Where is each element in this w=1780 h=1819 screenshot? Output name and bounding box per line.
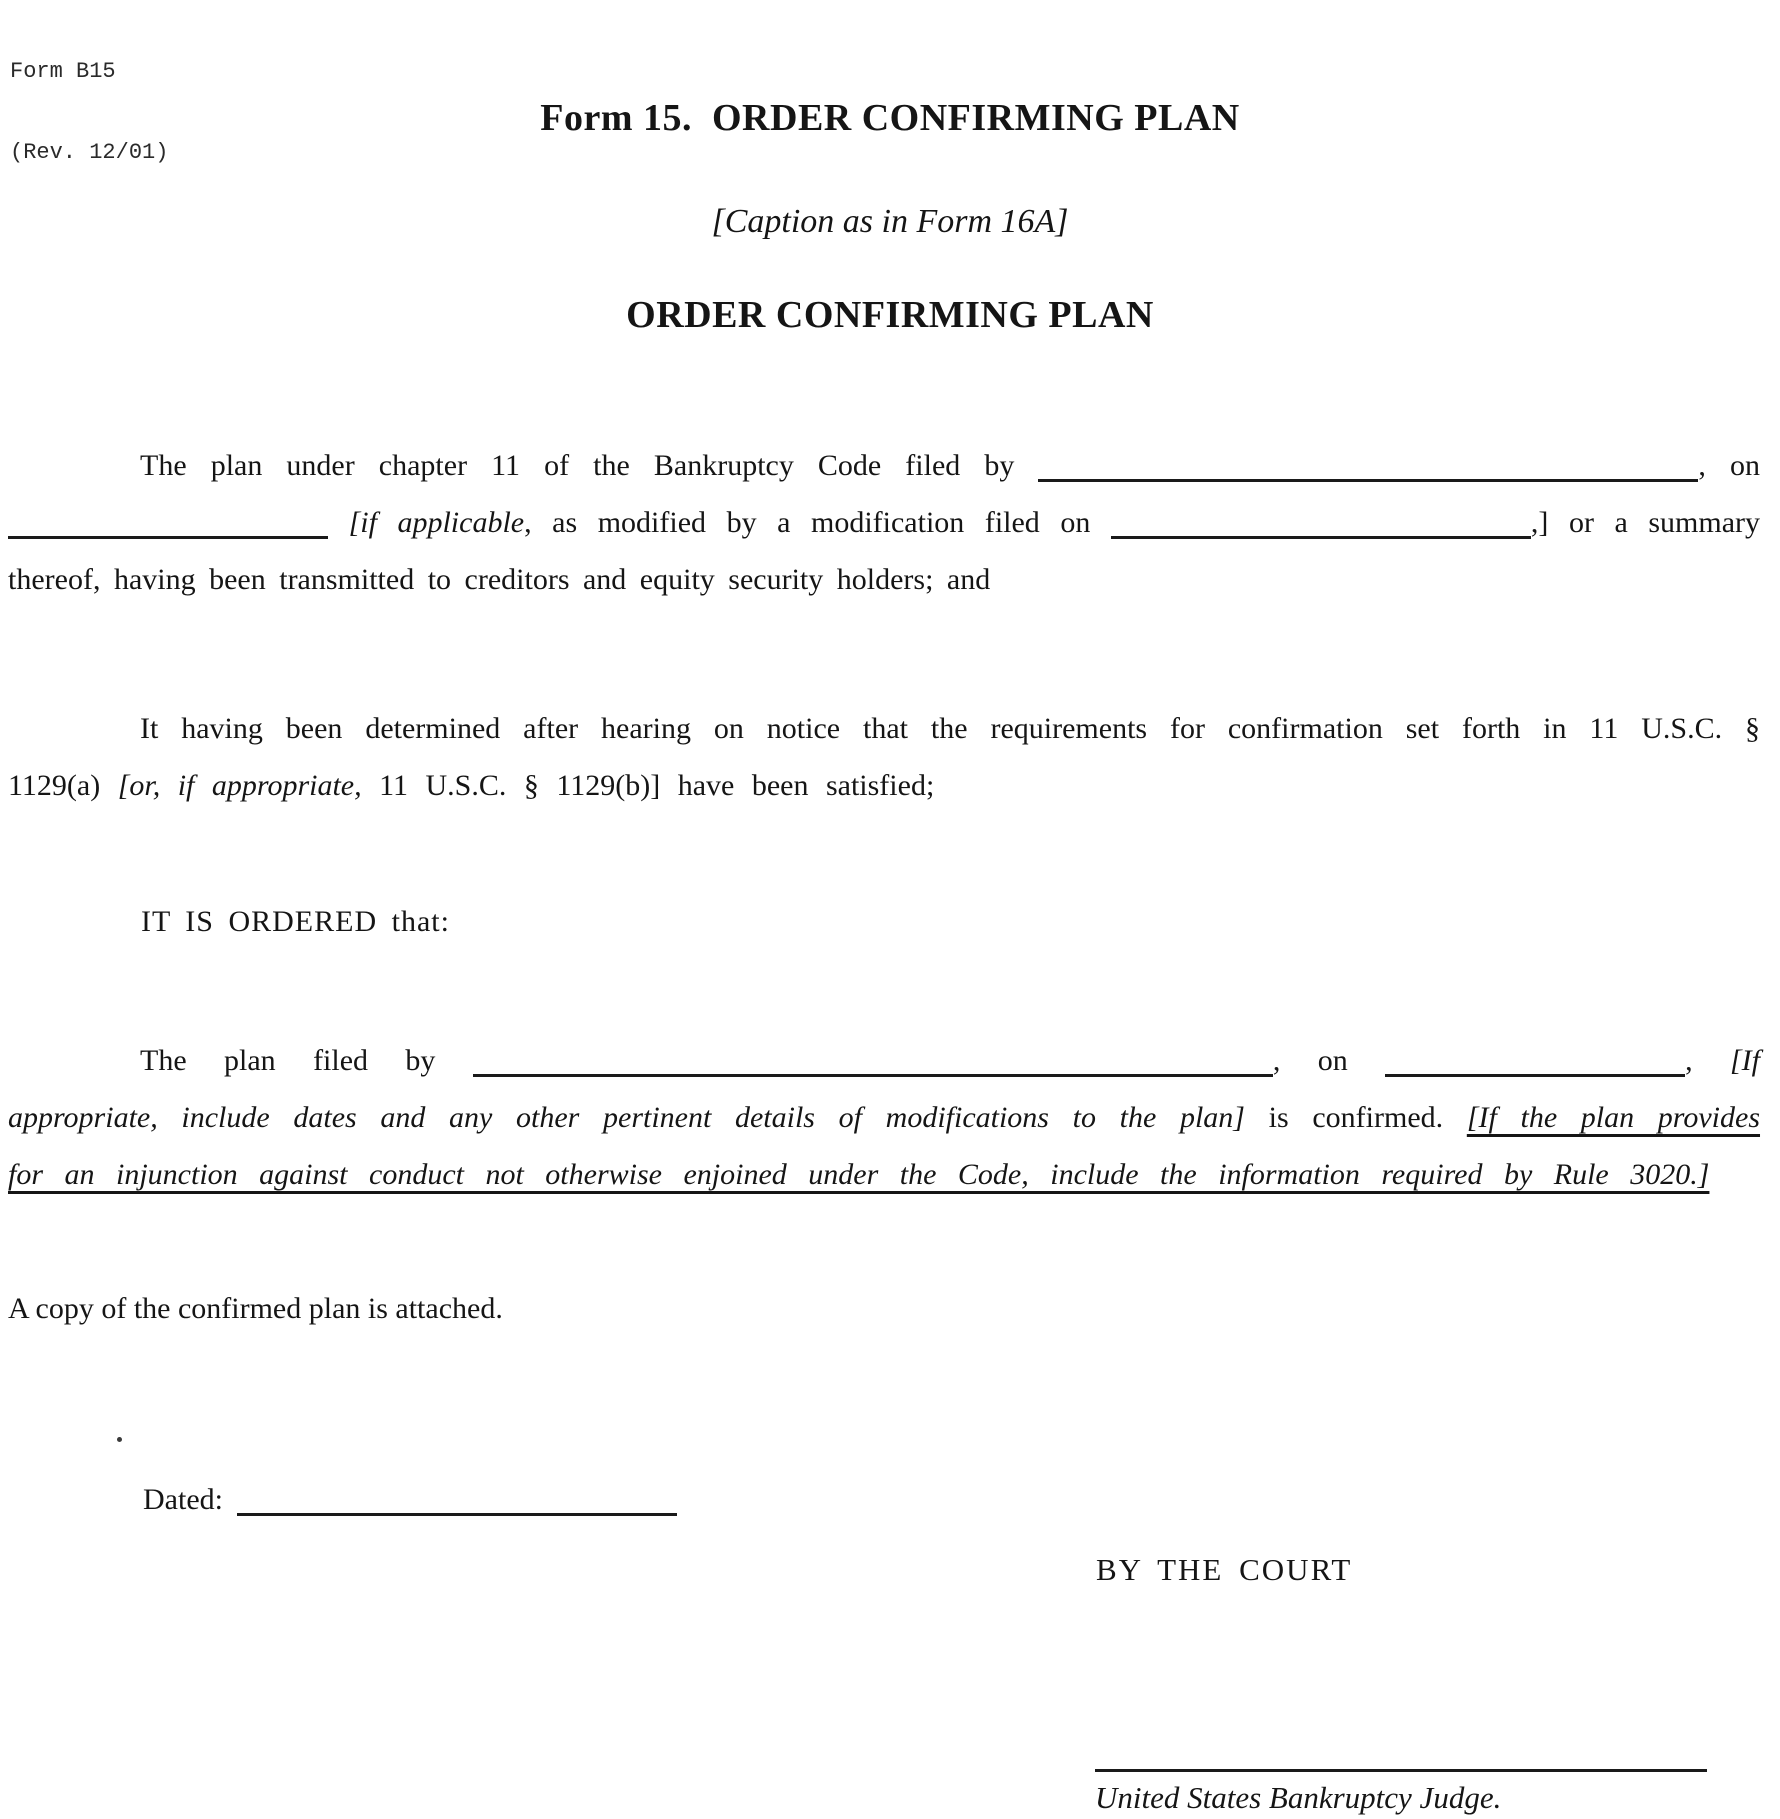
text-run: , on	[1698, 449, 1760, 482]
text-run: [or, if appropriate,	[117, 769, 362, 802]
blank-fill-in-line	[473, 1049, 1273, 1077]
form-id-revision: (Rev. 12/01)	[10, 140, 169, 165]
text-run: ,] or a summary thereof, having been transmitted to creditors and equity security holders; and	[8, 506, 1761, 596]
dated-blank-line	[237, 1488, 677, 1516]
judge-title: United States Bankruptcy Judge.	[1095, 1780, 1502, 1815]
caption-placeholder: [Caption as in Form 16A]	[711, 203, 1069, 240]
blank-fill-in-line	[8, 511, 328, 539]
text-run: , as modified by a modification filed on	[524, 506, 1111, 539]
text-run: is confirmed.	[1245, 1101, 1467, 1134]
text-run: [If the plan provides for an injunction against conduct not otherwise enjoined under the Code, include the information required by Rule 3020.]	[8, 1101, 1761, 1191]
blank-fill-in-line	[1038, 454, 1698, 482]
by-the-court-label: BY THE COURT	[1096, 1552, 1353, 1587]
order-heading: ORDER CONFIRMING PLAN	[626, 294, 1154, 336]
form-id-number: Form B15	[10, 59, 116, 84]
dated-row	[143, 1483, 677, 1517]
blank-fill-in-line	[1111, 511, 1531, 539]
text-run: The plan filed by	[140, 1044, 473, 1077]
text-run: ,	[1685, 1044, 1730, 1077]
form-title: Form 15. ORDER CONFIRMING PLAN	[540, 97, 1240, 139]
order-clause: IT IS ORDERED that:	[141, 905, 450, 938]
text-run: It having been determined after hearing on notice that the requirements for confirmation set forth in 11 U.S.C. § 1129(a)	[8, 712, 1760, 802]
text-run: [if applicable	[348, 506, 525, 539]
paragraph-requirements-satisfied	[8, 700, 1760, 814]
paragraph-plan-transmitted	[8, 437, 1760, 608]
text-run: The plan under chapter 11 of the Bankruptcy Code filed by	[140, 449, 1039, 482]
paragraph-plan-confirmed	[8, 1032, 1760, 1203]
text-run: 11 U.S.C. § 1129(b)] have been satisfied;	[361, 769, 935, 802]
dated-label: Dated:	[143, 1483, 223, 1516]
text-run	[328, 506, 349, 539]
attachment-note: A copy of the confirmed plan is attached.	[8, 1292, 503, 1325]
signature-block	[1095, 1769, 1707, 1816]
stray-scan-mark	[117, 1437, 122, 1442]
text-run: , on	[1272, 1044, 1386, 1077]
blank-fill-in-line	[1385, 1049, 1685, 1077]
text-run: [If appropriate, include dates and any other pertinent details of modifications to the plan]	[8, 1044, 1760, 1134]
